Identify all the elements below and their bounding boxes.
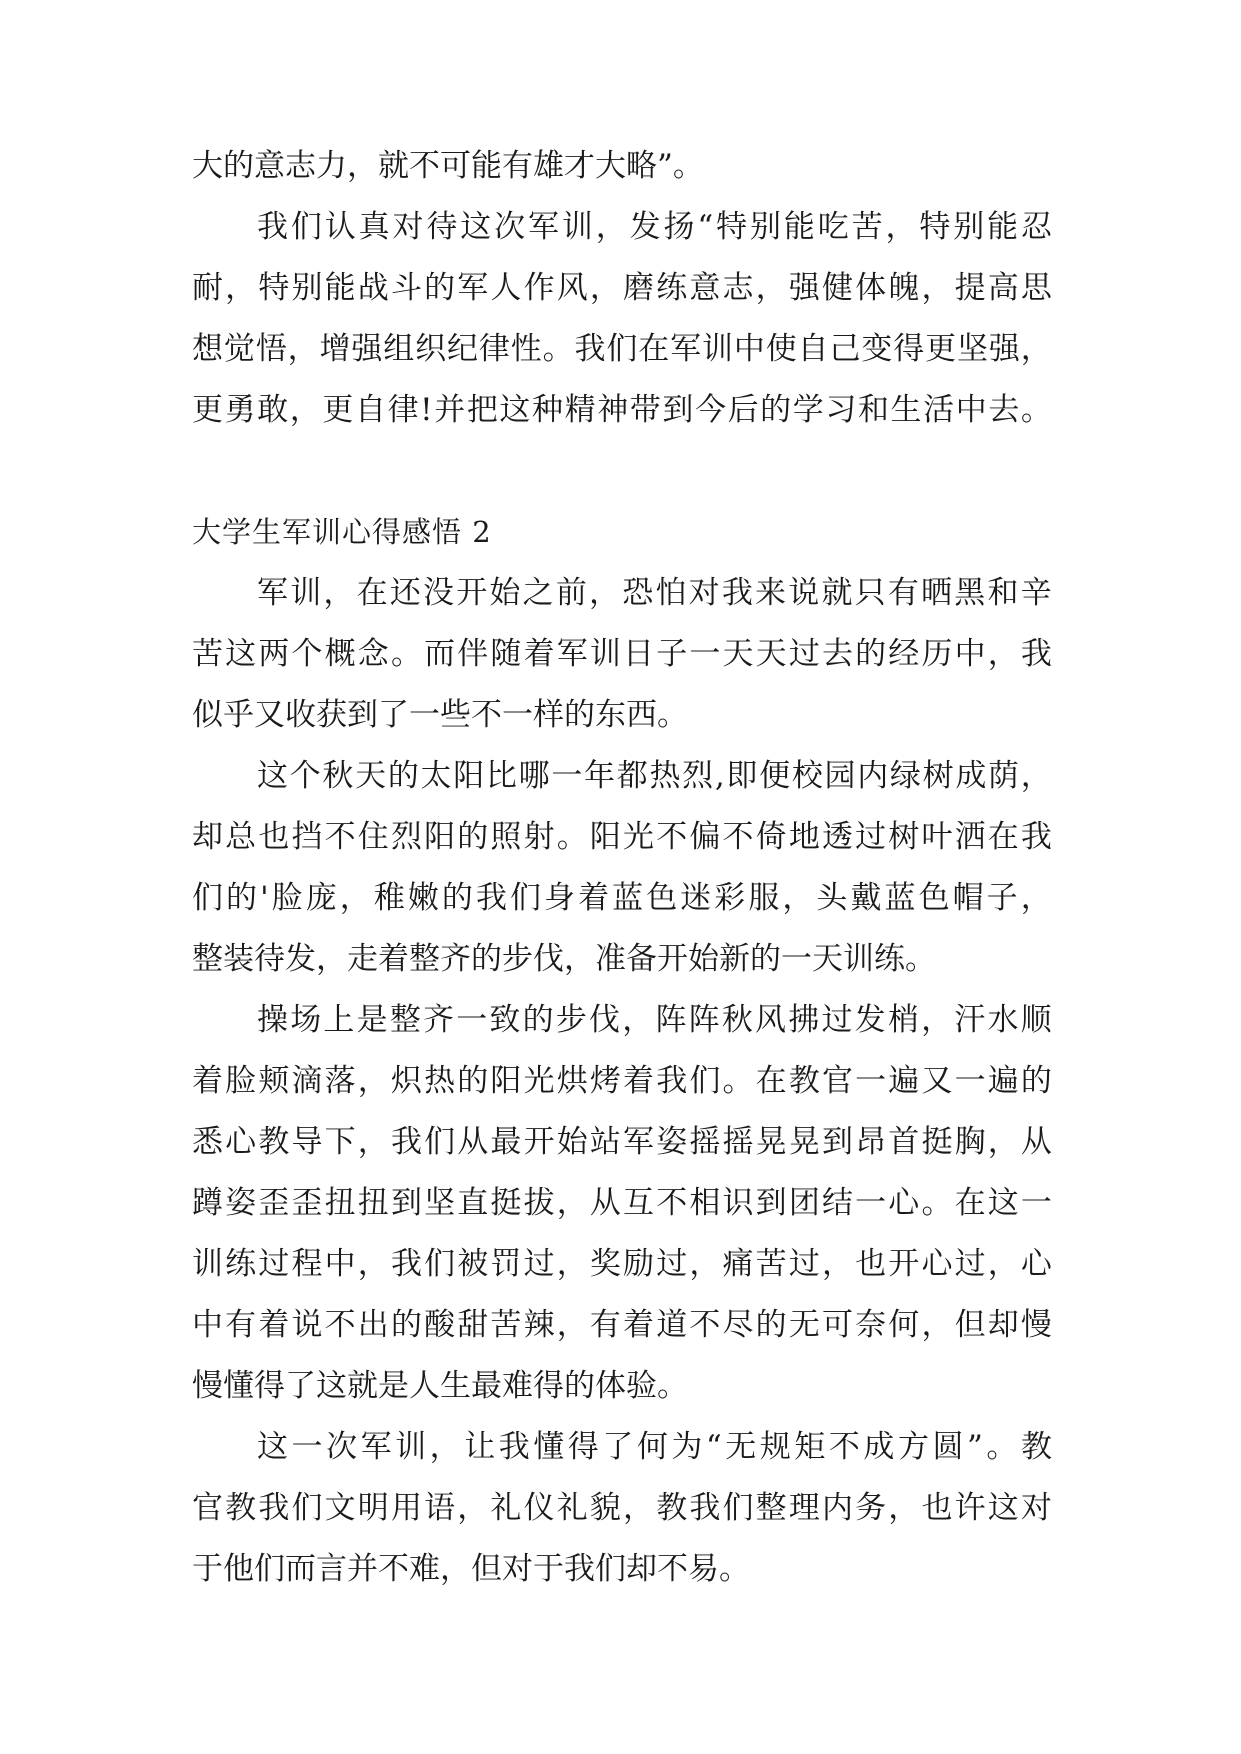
paragraph-line: 苦 这 两 个 概 念 。 而 伴 随 着 军 训 日 子 一 天 天 过 去 的 经 历 中 ， 我: [192, 636, 1052, 672]
paragraph-line: 却 总 也 挡 不 住 烈 阳 的 照 射 。 阳 光 不 偏 不 倚 地 透 过 树 叶 洒 在 我: [192, 819, 1052, 855]
paragraph-line: 着 脸 颊 滴 落 ， 炽 热 的 阳 光 烘 烤 着 我 们 。 在 教 官 一 遍 又 一 遍 的: [192, 1063, 1052, 1099]
paragraph-line: 大 的 意 志 力 ， 就 不 可 能 有 雄 才 大 略 ” 。: [192, 148, 704, 184]
section-heading: 大学生军训心得感悟 2: [192, 515, 492, 549]
paragraph-line: 操 场 上 是 整 齐 一 致 的 步 伐 ， 阵 阵 秋 风 拂 过 发 梢 ， 汗 水 顺: [257, 1002, 1052, 1038]
paragraph-line: 于 他 们 而 言 并 不 难 ， 但 对 于 我 们 却 不 易 。: [192, 1551, 750, 1587]
paragraph-line: 军 训 ， 在 还 没 开 始 之 前 ， 恐 怕 对 我 来 说 就 只 有 晒 黑 和 辛: [257, 575, 1052, 611]
paragraph-line: 这 个 秋 天 的 太 阳 比 哪 一 年 都 热 烈 , 即 便 校 园 内 绿 树 成 荫 ，: [257, 758, 1052, 794]
paragraph-line: 中 有 着 说 不 出 的 酸 甜 苦 辣 ， 有 着 道 不 尽 的 无 可 奈 何 ， 但 却 慢: [192, 1307, 1052, 1343]
paragraph-line: 整 装 待 发 ， 走 着 整 齐 的 步 伐 ， 准 备 开 始 新 的 一 天 训 练 。: [192, 941, 936, 977]
paragraph-line: 这 一 次 军 训 ， 让 我 懂 得 了 何 为 “ 无 规 矩 不 成 方 圆 ” 。 教: [257, 1429, 1052, 1465]
paragraph-line: 似 乎 又 收 获 到 了 一 些 不 一 样 的 东 西 。: [192, 697, 688, 733]
paragraph-line: 悉 心 教 导 下 ， 我 们 从 最 开 始 站 军 姿 摇 摇 晃 晃 到 昂 首 挺 胸 ， 从: [192, 1124, 1052, 1160]
paragraph-line: 我 们 认 真 对 待 这 次 军 训 ， 发 扬 “ 特 别 能 吃 苦 ， 特 别 能 忍: [257, 209, 1052, 245]
paragraph-line: 训 练 过 程 中 ， 我 们 被 罚 过 ， 奖 励 过 ， 痛 苦 过 ， 也 开 心 过 ， 心: [192, 1246, 1052, 1282]
paragraph-line: 蹲 姿 歪 歪 扭 扭 到 坚 直 挺 拔 ， 从 互 不 相 识 到 团 结 一 心 。 在 这 一: [192, 1185, 1052, 1221]
paragraph-line: 们 的 ' 脸 庞 ， 稚 嫩 的 我 们 身 着 蓝 色 迷 彩 服 ， 头 戴 蓝 色 帽 子 ，: [192, 880, 1052, 916]
paragraph-line: 想 觉 悟 ， 增 强 组 织 纪 律 性 。 我 们 在 军 训 中 使 自 己 变 得 更 坚 强 ，: [192, 331, 1052, 367]
paragraph-line: 慢 懂 得 了 这 就 是 人 生 最 难 得 的 体 验 。: [192, 1368, 688, 1404]
paragraph-line: 更 勇 敢 ， 更 自 律 ! 并 把 这 种 精 神 带 到 今 后 的 学 习 和 生 活 中 去 。: [192, 392, 1052, 428]
paragraph-line: 官 教 我 们 文 明 用 语 ， 礼 仪 礼 貌 ， 教 我 们 整 理 内 务 ， 也 许 这 对: [192, 1490, 1052, 1526]
paragraph-line: 耐 ， 特 别 能 战 斗 的 军 人 作 风 ， 磨 练 意 志 ， 强 健 体 魄 ， 提 高 思: [192, 270, 1052, 306]
